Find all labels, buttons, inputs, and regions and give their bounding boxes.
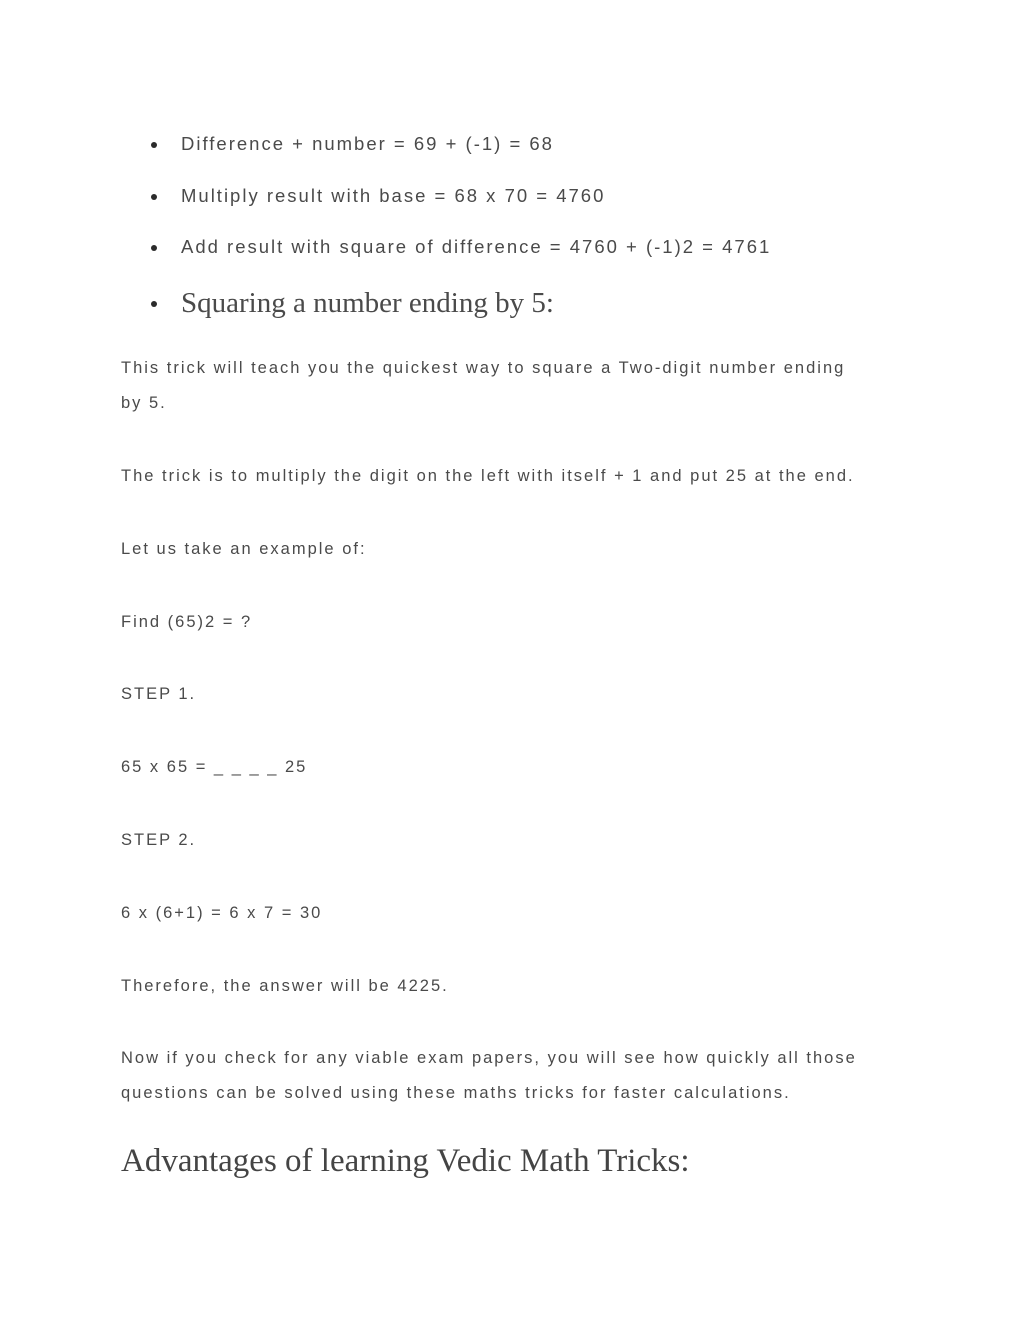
- section-heading-advantages: Advantages of learning Vedic Math Tricks:: [121, 1143, 690, 1179]
- intro-paragraph-line-2: by 5.: [121, 394, 167, 412]
- bullet-difference-plus-number: Difference + number = 69 + (-1) = 68: [150, 130, 771, 158]
- question-paragraph: Find (65)2 = ?: [121, 613, 253, 631]
- bullet-multiply-with-base: Multiply result with base = 68 x 70 = 4760: [150, 182, 771, 210]
- step-2-label: STEP 2.: [121, 831, 197, 849]
- intro-paragraph-line-1: This trick will teach you the quickest way to square a Two-digit number ending: [121, 359, 846, 377]
- bullet-heading-squaring-ending-5: Squaring a number ending by 5:: [150, 285, 771, 321]
- steps-bullet-list: [150, 130, 771, 344]
- step-1-text: 65 x 65 = _ _ _ _ 25: [121, 758, 308, 776]
- bullet-add-square-of-difference: Add result with square of difference = 4760 + (-1)2 = 4761: [150, 233, 771, 261]
- rule-paragraph: The trick is to multiply the digit on the left with itself + 1 and put 25 at the end.: [121, 467, 855, 485]
- example-intro-paragraph: Let us take an example of:: [121, 540, 367, 558]
- conclusion-paragraph-line-1: Now if you check for any viable exam papers, you will see how quickly all those: [121, 1049, 857, 1067]
- step-2-text: 6 x (6+1) = 6 x 7 = 30: [121, 904, 323, 922]
- conclusion-paragraph-line-2: questions can be solved using these maths tricks for faster calculations.: [121, 1084, 791, 1102]
- answer-paragraph: Therefore, the answer will be 4225.: [121, 977, 449, 995]
- step-1-label: STEP 1.: [121, 685, 197, 703]
